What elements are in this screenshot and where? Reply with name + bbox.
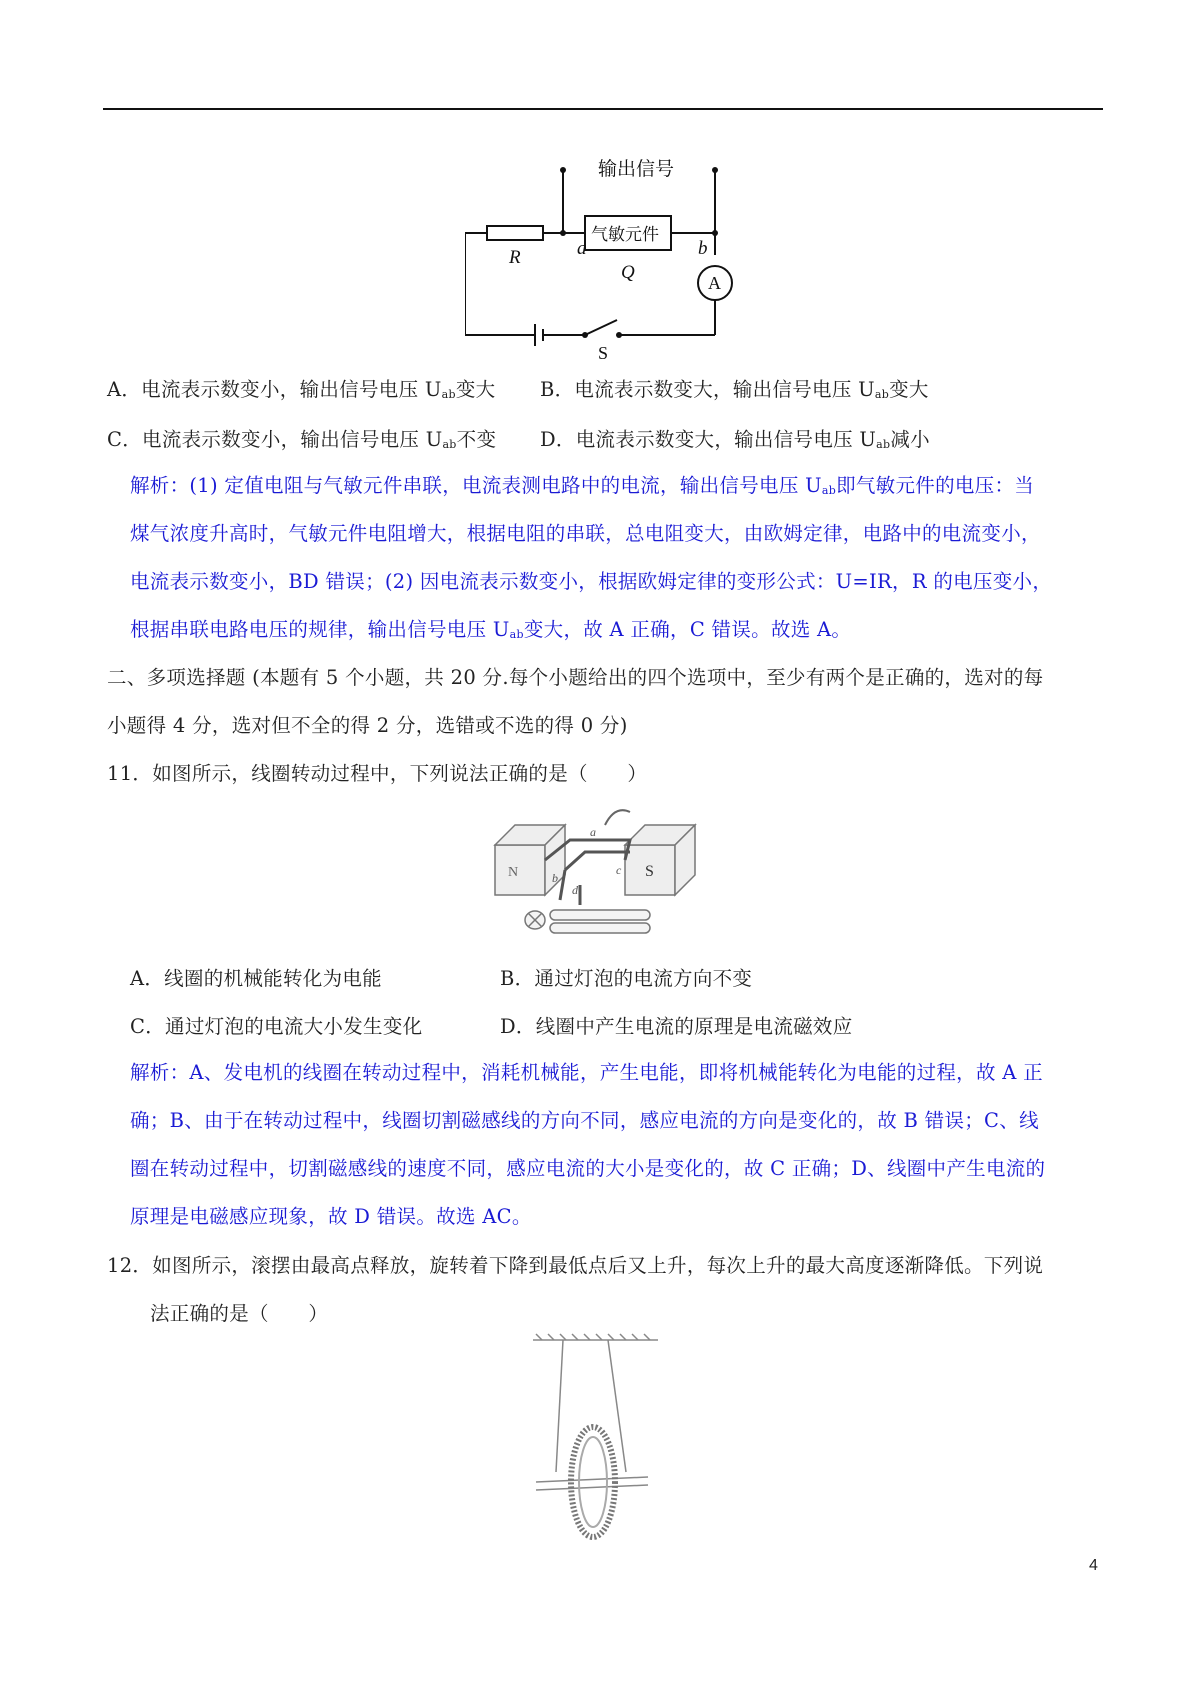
section-heading: 二、多项选择题 (本题有 5 个小题，共 20 分.每个小题给出的四个选项中，至少有两个是正确的，选对的每 (107, 666, 1044, 689)
q11-option-c: C．通过灯泡的电流大小发生变化 (130, 1015, 423, 1038)
q11-analysis-line: 确；B、由于在转动过程中，线圈切割磁感线的方向不同，感应电流的方向是变化的，故 B 错误；C、线 (130, 1109, 1039, 1132)
q10-analysis-line: 根据串联电路电压的规律，输出信号电压 Uab变大，故 A 正确，C 错误。故选 A。 (130, 618, 852, 641)
resistor-label: R (509, 247, 521, 268)
sensor-q-label: Q (621, 262, 635, 283)
q11-analysis-line: 解析：A、发电机的线圈在转动过程中，消耗机械能，产生电能，即将机械能转化为电能的过程，故 A 正 (130, 1061, 1043, 1084)
coil-b-label: b (552, 871, 558, 885)
q11-analysis-line: 圈在转动过程中，切割磁感线的速度不同，感应电流的大小是变化的，故 C 正确；D、线圈中产生电流的 (130, 1157, 1046, 1180)
node-b-label: b (698, 238, 708, 259)
coil-a-label: a (590, 825, 596, 839)
ammeter-label: A (708, 273, 721, 293)
q11-analysis-line: 原理是电磁感应现象，故 D 错误。故选 AC。 (130, 1205, 532, 1228)
q10-option-c: C．电流表示数变小，输出信号电压 Uab不变 (107, 428, 497, 451)
coil-c-label: c (616, 863, 622, 877)
circuit-diagram (465, 150, 745, 360)
node-a-label: a (577, 238, 587, 259)
q10-analysis-line: 煤气浓度升高时，气敏元件电阻增大，根据电阻的串联，总电阻变大，由欧姆定律，电路中的电流变小， (130, 522, 1041, 545)
q10-option-d: D．电流表示数变大，输出信号电压 Uab减小 (540, 428, 930, 451)
q11-option-a: A．线圈的机械能转化为电能 (130, 967, 382, 990)
q10-analysis-line: 解析：(1) 定值电阻与气敏元件串联，电流表测电路中的电流，输出信号电压 Uab即气敏元件的电压：当 (130, 474, 1035, 497)
generator-figure (490, 790, 720, 940)
maxwell-pendulum-figure (528, 1332, 668, 1552)
page-number: 4 (1089, 1557, 1098, 1574)
q12-stem: 法正确的是（ ） (150, 1302, 329, 1325)
q11-stem: 11．如图所示，线圈转动过程中，下列说法正确的是（ ） (107, 762, 648, 785)
switch-label: S (598, 343, 609, 360)
q10-option-a: A．电流表示数变小，输出信号电压 Uab变大 (107, 378, 496, 401)
q10-analysis-line: 电流表示数变小，BD 错误；(2) 因电流表示数变小，根据欧姆定律的变形公式：U=IR，R 的电压变小， (130, 570, 1053, 593)
q10-option-b: B．电流表示数变大，输出信号电压 Uab变大 (540, 378, 929, 401)
q11-option-d: D．线圈中产生电流的原理是电流磁效应 (500, 1015, 853, 1038)
header-rule (103, 108, 1103, 110)
q11-option-b: B．通过灯泡的电流方向不变 (500, 967, 753, 990)
section-heading: 小题得 4 分，选对但不全的得 2 分，选错或不选的得 0 分) (107, 714, 628, 737)
output-signal-label: 输出信号 (598, 159, 675, 180)
coil-d-label: d (572, 883, 578, 897)
q12-stem: 12．如图所示，滚摆由最高点释放，旋转着下降到最低点后又上升，每次上升的最大高度逐渐降低。下列说 (107, 1254, 1044, 1277)
pole-n-label: N (508, 865, 519, 880)
gas-sensor-label: 气敏元件 (591, 225, 659, 244)
pole-s-label: S (645, 863, 654, 880)
